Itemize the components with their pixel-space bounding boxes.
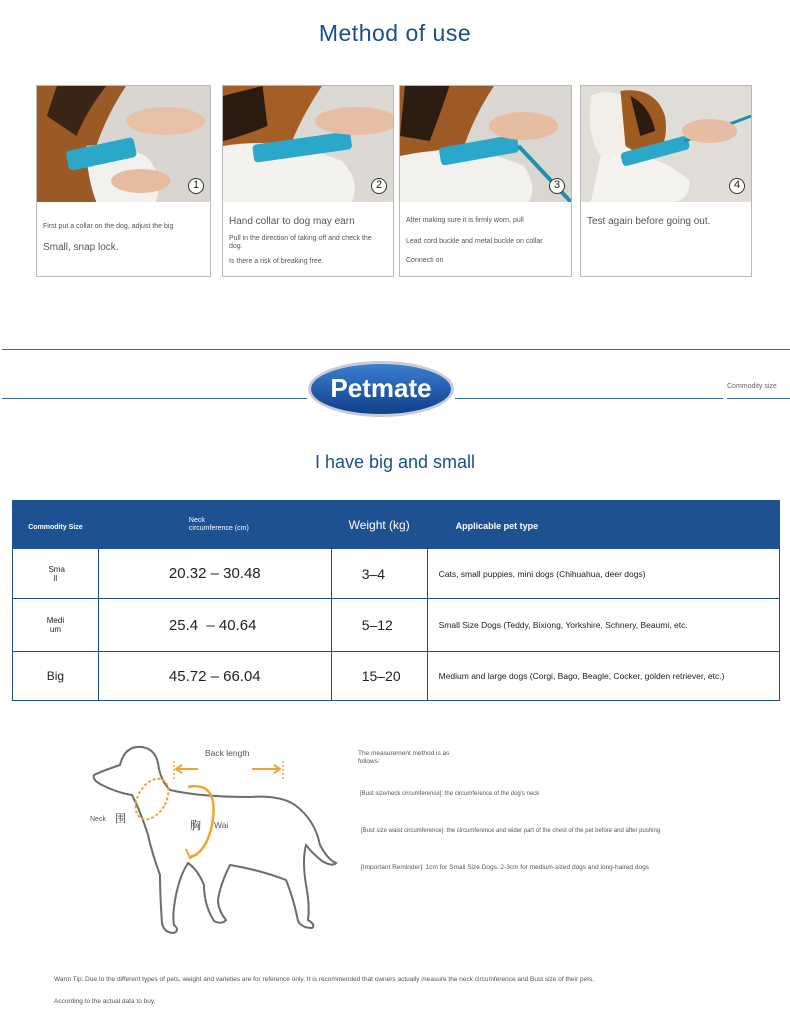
step-number-1: 1 xyxy=(188,178,204,194)
step-2-line-2: Pull in the direction of taking off and check the dog. xyxy=(229,235,372,250)
step-1-line-2: Small, snap lock. xyxy=(43,242,119,253)
band-line-bottom-end xyxy=(727,398,790,399)
row-neck: 20.32 – 30.48 xyxy=(98,549,331,599)
table-header-row xyxy=(13,501,780,549)
size-table xyxy=(12,500,780,701)
size-title: I have big and small xyxy=(314,452,476,472)
warm-tip-line-1: Warm Tip: Due to the different types of pets, weight and varieties are for reference only. It is recommended that owners actually measure the neck circumference and Bust size of their pets, xyxy=(54,976,595,983)
dog-outline xyxy=(94,747,336,933)
step-4-line-1: Test again before going out. xyxy=(587,216,711,227)
back-length-left-arrow-icon xyxy=(176,765,198,773)
header-applicable-pet-type: Applicable pet type xyxy=(427,501,779,549)
band-line-bottom-left xyxy=(2,398,307,399)
table-row xyxy=(13,652,780,701)
measurement-note: [Important Reminder]: 1cm for Small Size Dogs, 2-3cm for medium-sized dogs and long-haired dogs xyxy=(361,864,649,871)
row-weight: 5–12 xyxy=(331,599,427,652)
band-line-top xyxy=(2,349,790,350)
step-photo-1 xyxy=(37,86,210,202)
step-number-4: 4 xyxy=(729,178,745,194)
warm-tip-line-2: According to the actual data to buy. xyxy=(54,998,156,1005)
header-commodity-size: Commodity Size xyxy=(13,501,99,549)
step-2-line-3: Is there a risk of breaking free. xyxy=(229,258,324,265)
band-line-bottom-right xyxy=(455,398,723,399)
measurement-note: [Bust size waist circumference]: the circumference and wider part of the chest of the pet before and after pushing xyxy=(361,828,661,834)
step-3-line-2: Lead cord buckle and metal buckle on collar xyxy=(406,238,543,245)
step-card-2 xyxy=(222,85,394,277)
row-type: Small Size Dogs (Teddy, Bixiong, Yorkshire, Schnery, Beaumi, etc. xyxy=(427,599,779,652)
commodity-size-label: Commodity size xyxy=(727,383,777,390)
row-size: Big xyxy=(13,652,99,701)
back-length-right-arrow-icon xyxy=(252,765,280,773)
step-number-3: 3 xyxy=(549,178,565,194)
header-neck-circumference: Neck circumference (cm) xyxy=(98,501,331,549)
step-3-line-3: Connecti on xyxy=(406,257,444,264)
measurement-note: [Bust size/neck circumference]: the circumference of the dog's neck xyxy=(360,791,540,797)
step-card-3 xyxy=(399,85,572,277)
header-weight: Weight (kg) xyxy=(331,501,427,549)
measurement-intro: The measurement method is as follows: xyxy=(358,750,450,765)
method-of-use-title: Method of use xyxy=(318,20,472,46)
step-card-4 xyxy=(580,85,752,277)
table-row xyxy=(13,599,780,652)
neck-measure-loop xyxy=(129,773,175,825)
row-size: Medi um xyxy=(13,599,99,652)
neck-char: 围 xyxy=(115,812,126,825)
step-2-line-1: Hand collar to dog may earn xyxy=(229,216,355,227)
table-row xyxy=(13,549,780,599)
row-neck: 25.4 – 40.64 xyxy=(98,599,331,652)
step-photo-3 xyxy=(400,86,571,202)
row-size: Sma ll xyxy=(13,549,99,599)
petmate-logo xyxy=(307,360,455,418)
petmate-logo-text: Petmate xyxy=(330,373,432,403)
dog-measurement-diagram xyxy=(80,735,350,945)
step-photo-4 xyxy=(581,86,751,202)
step-1-line-1: First put a collar on the dog, adjust the big xyxy=(43,223,174,230)
row-neck: 45.72 – 66.04 xyxy=(98,652,331,701)
row-type: Medium and large dogs (Corgi, Bago, Beagle, Cocker, golden retriever, etc.) xyxy=(427,652,779,701)
row-type: Cats, small puppies, mini dogs (Chihuahua, deer dogs) xyxy=(427,549,779,599)
usage-steps xyxy=(36,85,756,277)
back-length-label: Back length xyxy=(205,748,250,758)
step-card-1 xyxy=(36,85,211,277)
step-3-line-1: After making sure it is firmly worn, pull xyxy=(406,217,524,224)
step-photo-2 xyxy=(223,86,393,202)
neck-label: Neck xyxy=(90,816,106,823)
row-weight: 15–20 xyxy=(331,652,427,701)
step-number-2: 2 xyxy=(371,178,387,194)
waist-label: Wai xyxy=(214,820,229,830)
waist-char: 胸 xyxy=(190,819,201,832)
row-weight: 3–4 xyxy=(331,549,427,599)
